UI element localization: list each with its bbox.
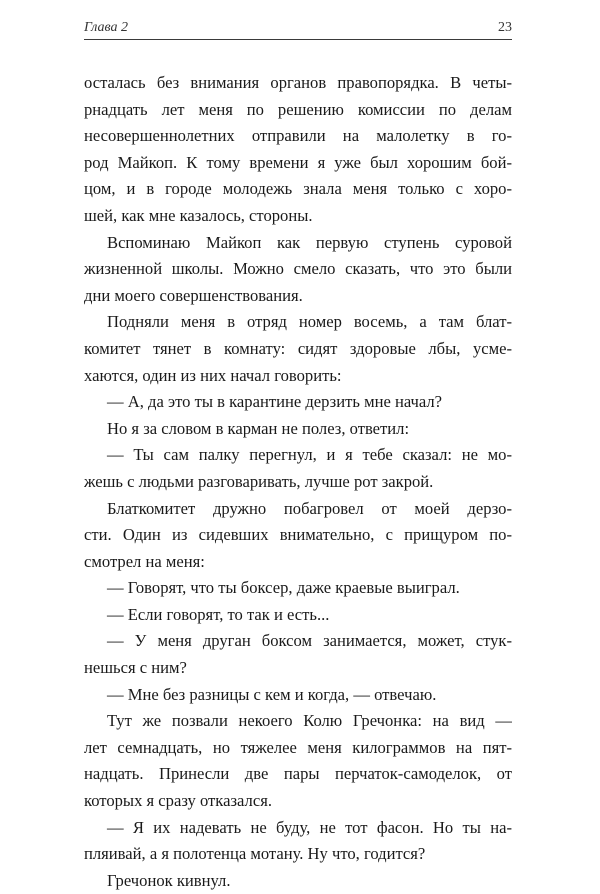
text-line: род Майкоп. К тому времени я уже был хорошим бой- <box>84 152 512 172</box>
body-text <box>84 70 512 894</box>
text-line: лет семнадцать, но тяжелее меня килограммов на пят- <box>84 737 512 757</box>
text-line: смотрел на меня: <box>84 551 205 571</box>
text-line: Подняли меня в отряд номер восемь, а там блат- <box>107 312 512 332</box>
header-rule <box>84 39 512 40</box>
text-line: дни моего совершенствования. <box>84 285 303 305</box>
text-line: надцать. Принесли две пары перчаток-самоделок, от <box>84 764 512 784</box>
text-line: осталась без внимания органов правопорядка. В четы- <box>84 73 512 92</box>
text-line: — У меня друган боксом занимается, может, стук- <box>107 631 512 651</box>
text-line: рнадцать лет меня по решению комиссии по делам <box>84 99 512 119</box>
chapter-title: Глава 2 <box>84 20 128 35</box>
text-line: Гречонок кивнул. <box>107 870 231 890</box>
text-line: которых я сразу отказался. <box>84 791 272 811</box>
running-header <box>84 20 512 38</box>
text-line: хаются, один из них начал говорить: <box>84 365 342 385</box>
text-line: — А, да это ты в карантине дерзить мне начал? <box>107 392 443 412</box>
text-line: — Мне без разницы с кем и когда, — отвечаю. <box>107 684 437 704</box>
text-line: жешь с людьми разговаривать, лучше рот закрой. <box>84 471 434 491</box>
text-line: Блаткомитет дружно побагровел от моей дерзо- <box>107 498 512 518</box>
text-line: — Говорят, что ты боксер, даже краевые выиграл. <box>107 578 460 598</box>
text-line: — Ты сам палку перегнул, и я тебе сказал: не мо- <box>107 445 512 465</box>
text-line: Но я за словом в карман не полез, ответил: <box>107 418 410 438</box>
text-line: — Если говорят, то так и есть... <box>107 604 330 624</box>
text-line: Тут же позвали некоего Колю Гречонка: на вид — <box>107 711 512 731</box>
page-number: 23 <box>498 20 512 35</box>
text-line: жизненной школы. Можно смело сказать, что это были <box>84 259 512 279</box>
text-line: — Я их надевать не буду, не тот фасон. Но ты на- <box>107 817 512 837</box>
text-line: нешься с ним? <box>84 658 187 678</box>
text-line: шей, как мне казалось, стороны. <box>84 205 313 225</box>
text-line: несовершеннолетних отправили на малолетку в го- <box>84 126 512 146</box>
text-line: сти. Один из сидевших внимательно, с прищуром по- <box>84 525 512 545</box>
text-line: пляивай, а я полотенца мотану. Ну что, годится? <box>84 844 426 864</box>
text-line: Вспоминаю Майкоп как первую ступень суровой <box>107 232 512 252</box>
text-line: комитет тянет в комнату: сидят здоровые лбы, усме- <box>84 338 512 358</box>
text-line: цом, и в городе молодежь знала меня только с хоро- <box>84 179 512 199</box>
